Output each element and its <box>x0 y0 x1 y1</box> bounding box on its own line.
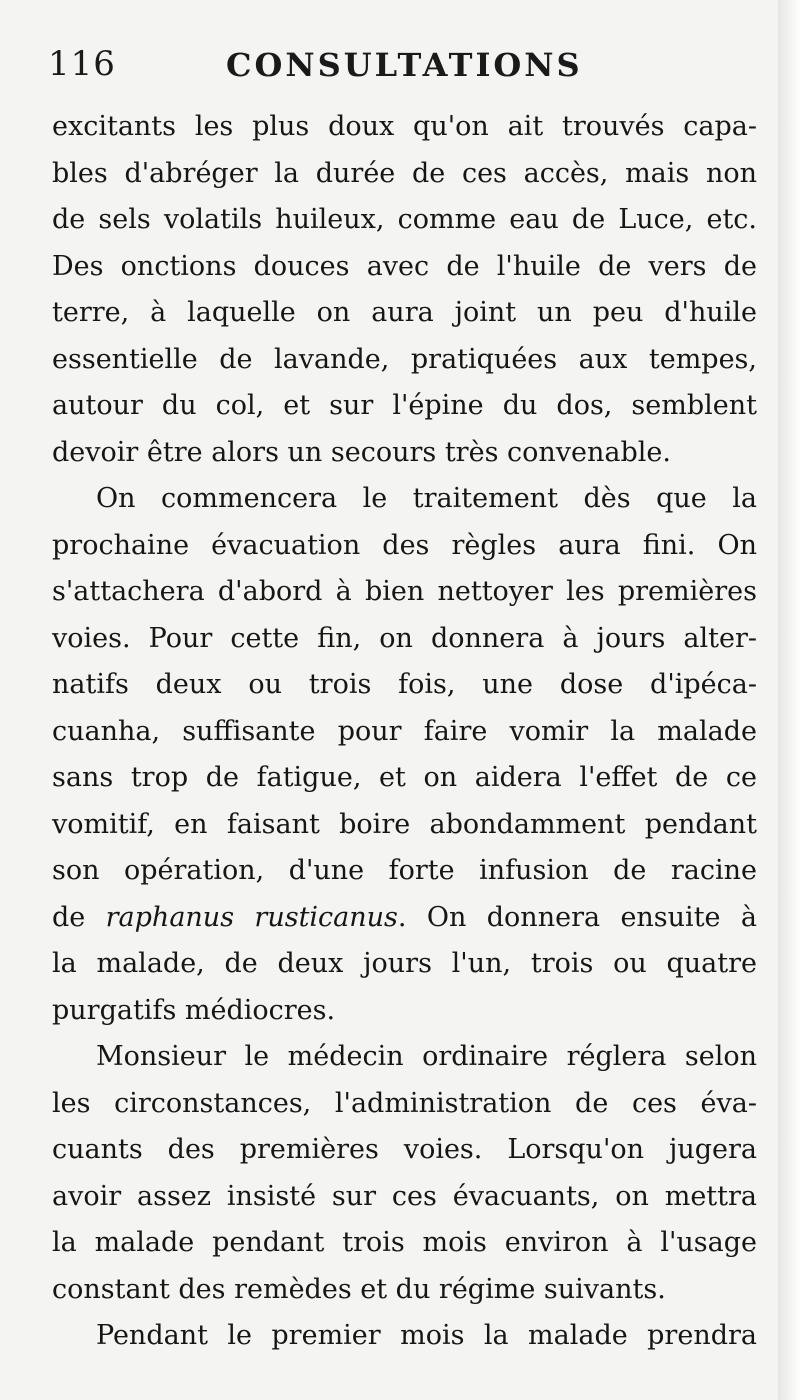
text-line: cuanha, suffisante pour faire vomir la malade <box>52 715 757 747</box>
text-line: essentielle de lavande, pratiquées aux tempes, <box>52 343 757 375</box>
paragraph-1 <box>52 104 757 476</box>
text-line: la malade pendant trois mois environ à l'usage <box>52 1227 757 1258</box>
paragraph-4 <box>52 1313 757 1360</box>
text-line: cuants des premières voies. Lorsqu'on jugera <box>52 1134 757 1165</box>
text-line: la malade, de deux jours l'un, trois ou quatre <box>52 948 757 979</box>
text-line: Pendant le premier mois la malade prendra <box>96 1320 757 1351</box>
text-line: sans trop de fatigue, et on aidera l'effet de ce <box>52 762 757 793</box>
text-line: vomitif, en faisant boire abondamment pendant <box>52 808 757 840</box>
text-line: constant des remèdes et du régime suivants. <box>52 1273 666 1305</box>
text-line: bles d'abréger la durée de ces accès, mais non <box>52 157 757 189</box>
page-edge <box>778 0 800 1400</box>
body-text <box>52 104 757 1360</box>
text-run: de <box>52 901 106 933</box>
text-line: avoir assez insisté sur ces évacuants, on mettra <box>52 1180 757 1212</box>
text-line: natifs deux ou trois fois, une dose d'ipéca- <box>52 669 757 700</box>
text-line: purgatifs médiocres. <box>52 994 336 1026</box>
page-header <box>48 40 748 100</box>
text-run: . On donnera ensuite à <box>397 901 757 933</box>
text-line: On commencera le traitement dès que la <box>96 483 757 514</box>
text-line: prochaine évacuation des règles aura fini. On <box>52 529 757 561</box>
text-line: les circonstances, l'administration de ces éva- <box>52 1087 757 1119</box>
running-title: CONSULTATIONS <box>226 46 583 84</box>
text-line: autour du col, et sur l'épine du dos, semblent <box>52 390 757 421</box>
text-line: s'attachera d'abord à bien nettoyer les premières <box>52 576 757 607</box>
text-line: Monsieur le médecin ordinaire réglera selon <box>96 1041 757 1072</box>
text-line: Des onctions douces avec de l'huile de vers de <box>52 250 757 282</box>
text-line: terre, à laquelle on aura joint un peu d'huile <box>52 297 757 328</box>
text-line: son opération, d'une forte infusion de racine <box>52 855 757 886</box>
text-line-with-italic <box>52 895 757 942</box>
page-number: 116 <box>48 44 116 84</box>
paragraph-2 <box>52 476 757 1034</box>
text-line: voies. Pour cette fin, on donnera à jours alter- <box>52 622 757 654</box>
latin-plant-name: raphanus rusticanus <box>105 901 398 933</box>
text-line: devoir être alors un secours très convenable. <box>52 436 671 468</box>
paragraph-3 <box>52 1034 757 1313</box>
text-line: de sels volatils huileux, comme eau de Luce, etc. <box>52 204 757 235</box>
text-line: excitants les plus doux qu'on ait trouvés capa- <box>52 111 757 142</box>
